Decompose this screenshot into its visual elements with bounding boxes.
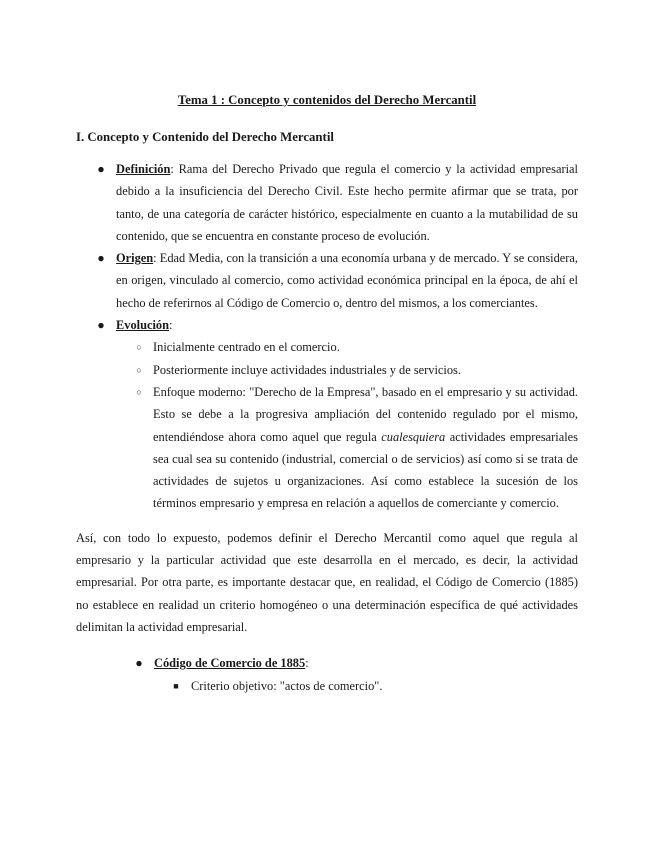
evolucion-label: Evolución xyxy=(116,318,170,333)
evolucion-sub2: Posteriormente incluye actividades industriales y de servicios. xyxy=(153,362,461,377)
evolucion-sub3-a: Enfoque moderno: "Derecho de la Empresa", basado en el empresario y su actividad. Esto se debe a la progresiva ampliación del contenido regulado por el mismo, entendiéndose ahora como aquel que regula xyxy=(153,384,578,444)
origen-text: : Edad Media, con la transición a una economía urbana y de mercado. Y se considera, en origen, vinculado al comercio, como actividad económica principal en la época, de ahí el hecho de referirnos al Código de Comercio o, dentro del mismos, a los comerciantes. xyxy=(116,251,578,310)
body-paragraph: Así, con todo lo expuesto, podemos definir el Derecho Mercantil como aquel que regula al empresario y la particular actividad que este desarrolla en el mercado, es decir, la actividad empresarial. Por otra parte, es importante destacar que, en realidad, el Código de Comercio (1885) no establece en realidad un criterio homogéneo o una determinación específica de qué actividades delimitan la actividad empresarial. xyxy=(76,530,578,634)
codigo-list xyxy=(76,652,578,697)
evolucion-sublist xyxy=(116,336,578,514)
document-page xyxy=(76,91,578,697)
list-item-definicion xyxy=(76,158,578,247)
definicion-text: : Rama del Derecho Privado que regula el comercio y la actividad empresarial debido a la insuficiencia del Derecho Civil. Este hecho permite afirmar que se trata, por tanto, de una categoría de carácter histórico, especialmente en cuanto a la mutabilidad de su contenido, que se encuentra en constante proceso de evolución. xyxy=(116,162,578,243)
section-heading: I. Concepto y Contenido del Derecho Mercantil xyxy=(76,130,334,144)
sublist-item xyxy=(116,336,578,358)
circle-bullet-icon: ○ xyxy=(136,342,142,353)
codigo-suffix: : xyxy=(305,656,309,671)
evolucion-sub1: Inicialmente centrado en el comercio. xyxy=(153,340,340,355)
circle-bullet-icon: ○ xyxy=(136,364,142,375)
disc-bullet-icon: ● xyxy=(135,656,143,671)
evolucion-suffix: : xyxy=(169,318,173,333)
codigo-sub1: Criterio objetivo: "actos de comercio". xyxy=(191,678,383,693)
definicion-label: Definición xyxy=(116,162,171,176)
list-item-codigo xyxy=(135,652,578,697)
list-item-origen xyxy=(76,247,578,314)
disc-bullet-icon: ● xyxy=(97,162,105,176)
disc-bullet-icon: ● xyxy=(97,318,105,333)
evolucion-sub3-b: actividades empresariales sea cual sea su contenido (industrial, comercial o de servicios) así como si se trata de actividades de sujetos u organizaciones. Así como establece la sucesión de los términos empresario y empresa en relación a aquellos de comerciante y comercio. xyxy=(153,429,578,511)
main-list xyxy=(76,158,578,515)
document-title: Tema 1 : Concepto y contenidos del Derecho Mercantil xyxy=(177,93,477,107)
square-bullet-icon: ■ xyxy=(173,680,179,691)
circle-bullet-icon: ○ xyxy=(136,386,142,397)
codigo-label: Código de Comercio de 1885 xyxy=(154,656,306,671)
sublist-item xyxy=(116,381,578,515)
sublist-item xyxy=(173,675,578,697)
origen-label: Origen xyxy=(116,251,154,266)
disc-bullet-icon: ● xyxy=(97,251,105,266)
evolucion-sub3-em: cualesquiera xyxy=(381,429,446,444)
codigo-sublist xyxy=(154,675,578,697)
sublist-item xyxy=(116,359,578,381)
list-item-evolucion xyxy=(76,314,578,515)
